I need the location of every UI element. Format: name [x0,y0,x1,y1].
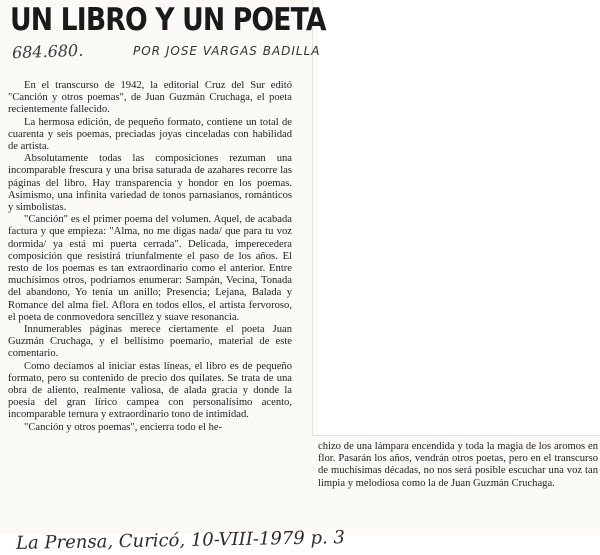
paragraph: "Canción y otros poemas", encierra todo el he- [24,421,223,433]
handwritten-catalog-number: 684.680. [11,40,84,63]
article-byline: POR JOSE VARGAS BADILLA [133,44,321,58]
paragraph: La hermosa edición, de pequeño formato, contiene un total de cuarenta y seis poemas, preciadas joyas cinceladas con habilidad de artista. [8,116,292,153]
clipping-edge [312,0,313,435]
handwritten-source-note: La Prensa, Curicó, 10-VIII-1979 p. 3 [15,527,346,554]
paragraph: Como decíamos al iniciar estas líneas, el libro es de pequeño formato, pero su contenido de precio dos quilates. Se trata de una obra de aliento, realmente valiosa, de alada gracia y donde la poesía del gran lírico campea con personalísimo acento, incomparable ternura y extraordinario tono de intimidad. [8,360,292,421]
paragraph: Innumerables páginas merece ciertamente el poeta Juan Guzmán Cruchaga, y el bellísimo poemario, material de este comentario. [8,324,292,360]
paragraph: chizo de una lámpara encendida y toda la magia de los aromos en flor. Pasarán los años, vendrán otros poetas, pero en el transcurso de muchísimas décadas, no nos será posible escuchar una voz tan limpia y melodiosa como la de Juan Guzmán Cruchaga. [318,441,598,489]
paragraph: Absolutamente todas las composiciones rezuman una incomparable frescura y una brisa saturada de azahares recorre las páginas del libro. Hay transparencia y hondor en los poemas. Asimismo, una infinita variedad de tonos parnasianos, románticos y simbolistas. [8,153,292,214]
article-left-column [8,80,292,434]
clipping-edge-bottom [312,435,600,436]
article-headline: UN LIBRO Y UN POETA [10,2,326,38]
paragraph: En el transcurso de 1942, la editorial Cruz del Sur editó "Canción y otros poemas", de Juan Guzmán Cruchaga, el poeta recientemente fallecido. [8,80,292,116]
paragraph: "Canción" es el primer poema del volumen. Aquel, de acabada factura y que empieza: "Alma, no me digas nada/ que para tu voz dormida/ ya está mi puerta cerrada". Delicada, imperecedera composición que resistirá triunfalmente el paso de los años. El resto de los poemas es tan extraordinario como el anterior. Entre muchísimos otros, podríamos enumerar: Sampán, Vecina, Tonada del abandono, Yo tenía un anillo; Presencia; Lejana, Balada y Romance del alma fiel. Aflora en todos ellos, el artista fervoroso, el poeta de conmovedora sencillez y suave resonancia. [8,214,292,323]
article-right-column [318,441,598,490]
